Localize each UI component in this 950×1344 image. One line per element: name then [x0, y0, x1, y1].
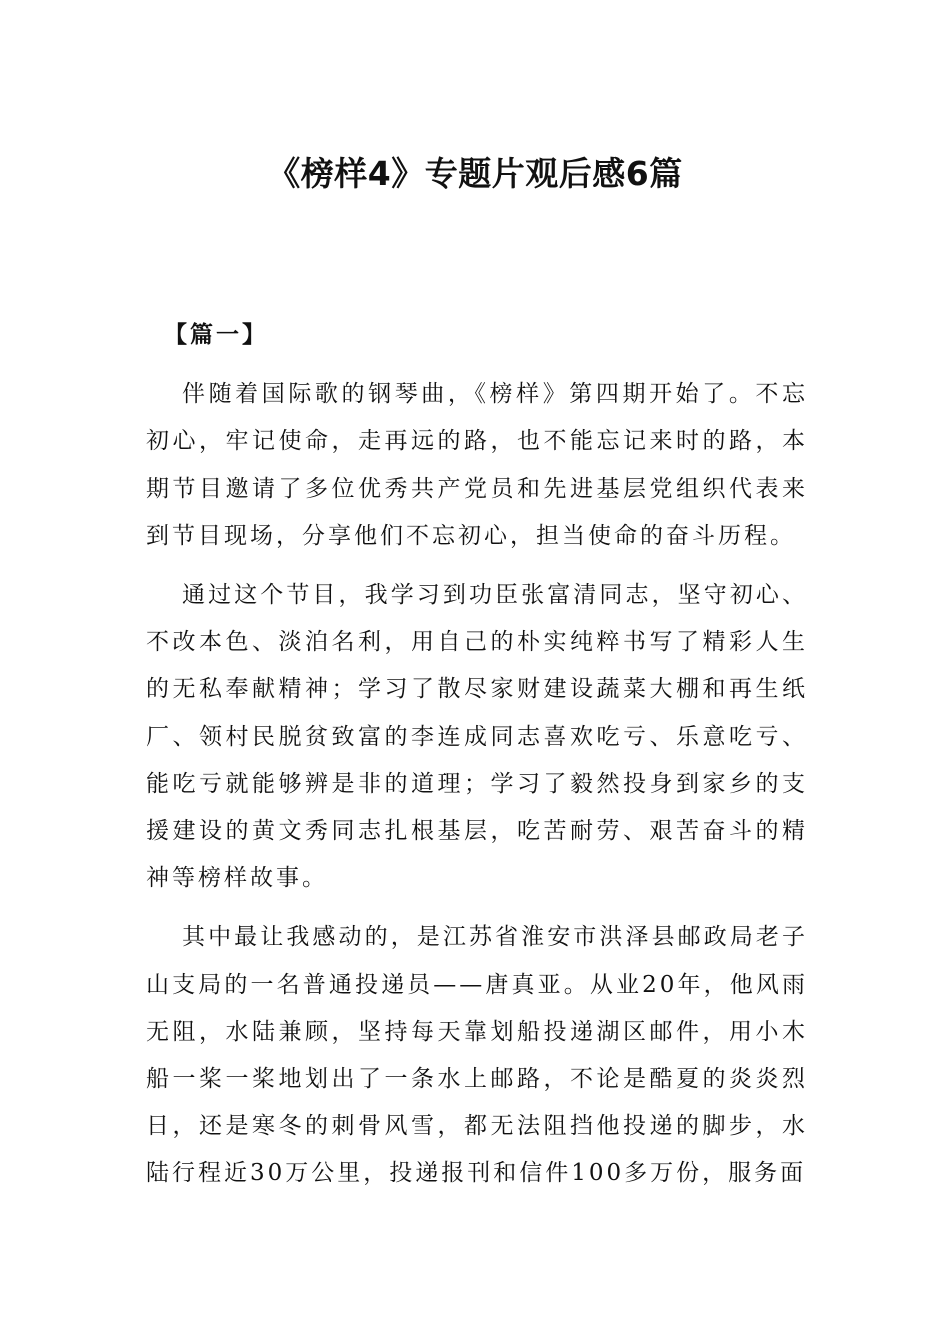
document-body	[146, 312, 808, 1198]
document-title: 《榜样4》专题片观后感6篇	[267, 154, 683, 193]
paragraph-2: 通过这个节目，我学习到功臣张富清同志，坚守初心、不改本色、淡泊名利，用自己的朴实纯粹书写了精彩人生的无私奉献精神；学习了散尽家财建设蔬菜大棚和再生纸厂、领村民脱贫致富的李连成同志喜欢吃亏、乐意吃亏、能吃亏就能够辨是非的道理；学习了毅然投身到家乡的支援建设的黄文秀同志扎根基层，吃苦耐劳、艰苦奋斗的精神等榜样故事。	[146, 582, 808, 892]
section-heading: 【篇一】	[164, 322, 268, 348]
paragraph-3: 其中最让我感动的，是江苏省淮安市洪泽县邮政局老子山支局的一名普通投递员——唐真亚。从业20年，他风雨无阻，水陆兼顾，坚持每天靠划船投递湖区邮件，用小木船一桨一桨地划出了一条水上邮路，不论是酷夏的炎炎烈日，还是寒冬的刺骨风雪，都无法阻挡他投递的脚步，水陆行程近30万公里，投递报刊和信件100多万份，服务面	[146, 924, 808, 1187]
paragraph-1: 伴随着国际歌的钢琴曲，《榜样》第四期开始了。不忘初心，牢记使命，走再远的路，也不能忘记来时的路，本期节目邀请了多位优秀共产党员和先进基层党组织代表来到节目现场，分享他们不忘初心，担当使命的奋斗历程。	[146, 381, 808, 549]
